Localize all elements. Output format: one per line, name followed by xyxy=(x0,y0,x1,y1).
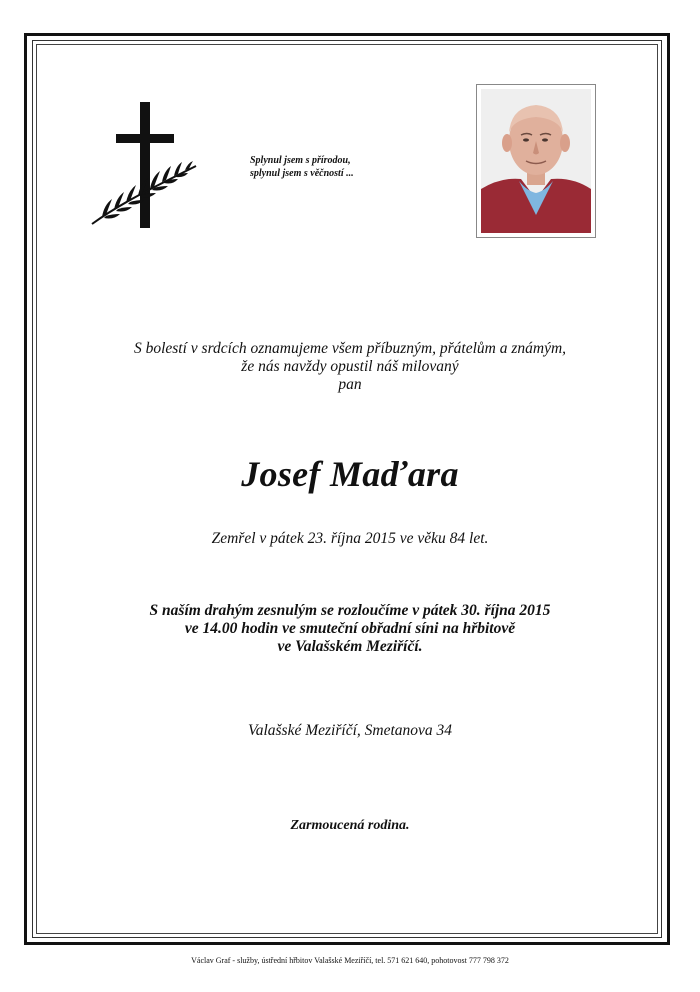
quote-line-2: splynul jsem s věčností ... xyxy=(250,168,354,179)
intro-line-2: že nás navždy opustil náš milovaný xyxy=(241,358,459,375)
quote-line-1: Splynul jsem s přírodou, xyxy=(250,155,351,166)
deceased-name: Josef Maďara xyxy=(241,454,459,494)
portrait-image xyxy=(481,89,591,233)
intro-line-3: pan xyxy=(338,376,362,393)
ceremony-line-1: S naším drahým zesnulým se rozloučíme v pátek 30. října 2015 xyxy=(149,602,551,619)
family-address: Valašské Meziříčí, Smetanova 34 xyxy=(247,722,453,739)
ceremony-line-2: ve 14.00 hodin ve smuteční obřadní síni na hřbitově xyxy=(184,620,516,637)
funeral-ceremony-info xyxy=(60,602,640,656)
cross-with-palm xyxy=(88,100,200,232)
signature-family: Zarmoucená rodina. xyxy=(290,818,410,833)
funeral-service-footer: Václav Graf - služby, ústřední hřbitov Valašské Meziříčí, tel. 571 621 640, pohotovost 777 798 372 xyxy=(191,956,509,965)
ceremony-line-3: ve Valašském Meziříčí. xyxy=(277,638,423,655)
portrait-photo xyxy=(476,84,596,238)
death-info: Zemřel v pátek 23. října 2015 ve věku 84 let. xyxy=(211,530,489,547)
epigraph-quote xyxy=(250,154,400,180)
intro-line-1: S bolestí v srdcích oznamujeme všem příbuzným, přátelům a známým, xyxy=(133,340,567,357)
announcement-intro xyxy=(60,340,640,394)
cross-icon xyxy=(88,100,200,232)
